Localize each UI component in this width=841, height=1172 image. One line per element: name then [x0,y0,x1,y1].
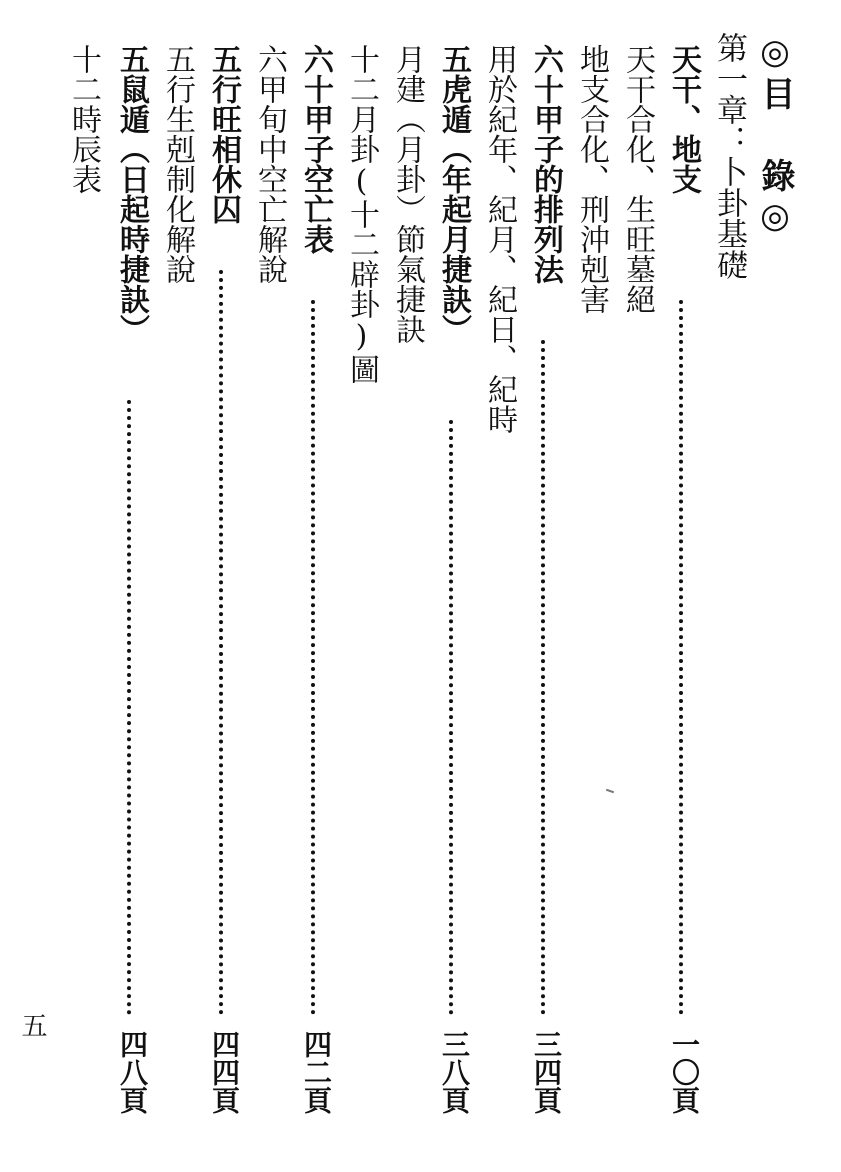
toc-leader-6 [449,420,457,1015]
scan-speck [606,789,614,794]
toc-leader-4 [541,340,549,1015]
toc-entry-1: 天干、地支 [666,44,701,194]
toc-page-13: 四八頁 [116,1030,149,1114]
toc-entry-4: 六十甲子的排列法 [528,44,563,284]
toc-entry-11: 五行旺相休囚 [206,44,241,224]
toc-page-6: 三八頁 [438,1030,471,1114]
toc-leader-13 [127,400,135,1015]
toc-page-9: 四二頁 [300,1030,333,1114]
toc-entry-10: 六甲旬中空亡解說 [252,44,287,284]
chapter-heading: 第一章：卜卦基礎 [711,32,747,280]
toc-entry-6: 五虎遁（年起月捷訣） [436,44,471,344]
toc-page-11: 四四頁 [208,1030,241,1114]
toc-entry-5: 用於紀年、紀月、紀日、紀時 [482,44,517,434]
toc-leader-11 [219,270,227,1015]
toc-entry-12: 五行生剋制化解說 [160,44,195,284]
toc-leader-1 [679,300,687,1015]
toc-page-4: 三四頁 [530,1030,563,1114]
toc-entry-2: 天干合化、生旺墓絕 [620,44,655,314]
page-folio: 五 [17,1012,47,1038]
toc-entry-3: 地支合化、刑沖剋害 [574,44,609,314]
toc-entry-9: 六十甲子空亡表 [298,44,333,254]
toc-entry-8: 十二月卦(十二辟卦)圖 [344,44,379,384]
title: ◎目 錄◎ [755,32,795,240]
toc-entry-13: 五鼠遁（日起時捷訣） [114,44,149,344]
toc-entry-7: 月建（月卦）節氣捷訣 [390,44,425,344]
toc-entry-14: 十二時辰表 [66,44,101,194]
toc-leader-9 [311,300,319,1015]
toc-page-1: 一〇頁 [668,1030,701,1114]
